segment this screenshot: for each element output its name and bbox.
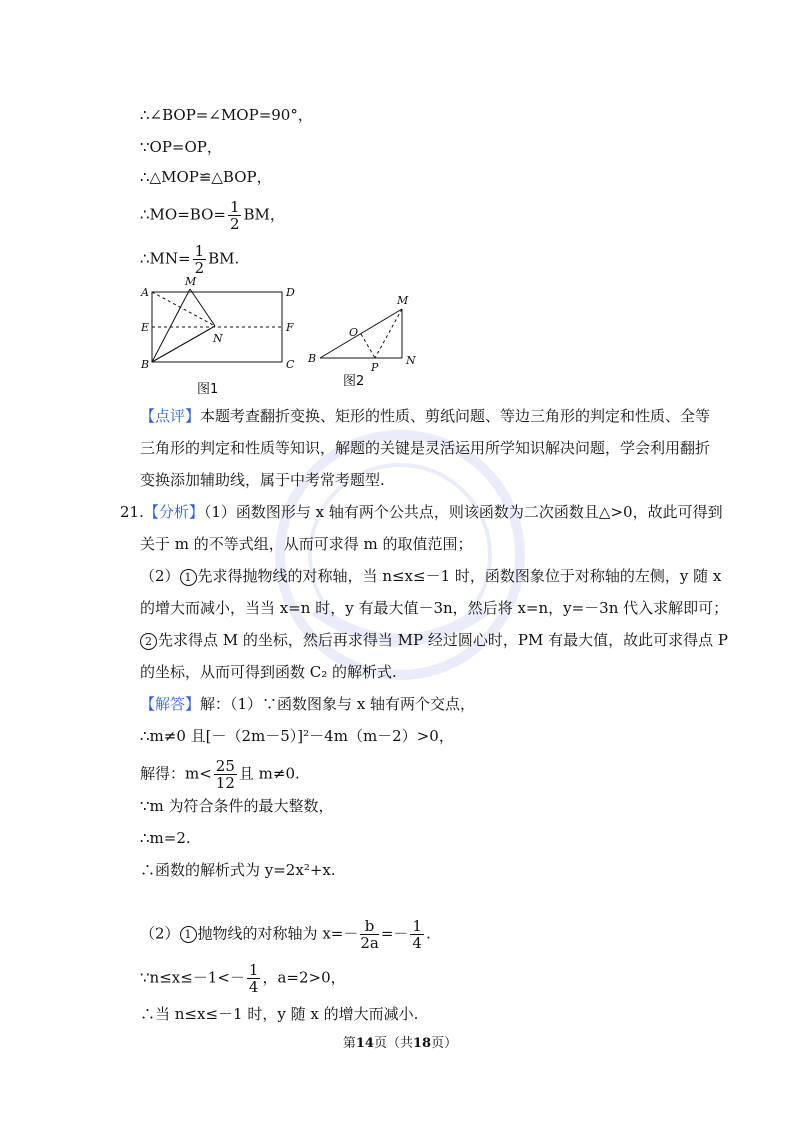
- label-e: E: [141, 321, 150, 334]
- fraction-denominator: 4: [412, 934, 422, 952]
- fraction-one-half: [228, 199, 242, 232]
- footer-total-pages: 18: [413, 1036, 432, 1051]
- answer-text-8b: ，a=2>0，: [262, 968, 346, 987]
- comment-line-2: 三角形的判定和性质等知识，解题的关键是灵活运用所学知识解决问题，学会利用翻折: [140, 439, 711, 457]
- answer-text-7c: .: [425, 924, 431, 943]
- figure-1-caption: 图1: [197, 382, 219, 397]
- label-o-2: O: [349, 326, 359, 339]
- fraction-numerator: 1: [229, 198, 240, 216]
- fraction-25-12: [214, 758, 237, 791]
- fraction-numerator: 1: [412, 917, 422, 935]
- figure-2: [320, 309, 402, 358]
- figure-2-caption: 图2: [343, 374, 365, 389]
- comment-line-3: 变换添加辅助线，属于中考常考题型.: [140, 471, 385, 489]
- answer-text-3a: 解得：m<: [140, 764, 212, 783]
- q21-analysis-line-5: [140, 630, 728, 650]
- q21-answer-line-6: ∴函数的解析式为 y=2x²+x.: [140, 861, 336, 879]
- proof-line-5: [140, 243, 239, 276]
- analysis-text-1: （1）函数图形与 x 轴有两个公共点，则该函数为二次函数且△>0，故此可得到: [203, 503, 723, 521]
- proof-line-5-b: BM.: [208, 249, 240, 268]
- fraction-denominator: 2: [194, 259, 205, 277]
- answer-part-2: （2）: [140, 924, 180, 943]
- label-b-2: B: [308, 352, 317, 365]
- fraction-numerator: 1: [248, 961, 259, 979]
- proof-line-3: ∴△MOP≌△BOP，: [140, 168, 272, 186]
- comment-text-1: 本题考查翻折变换、矩形的性质、剪纸问题、等边三角形的判定和性质、全等: [200, 407, 711, 425]
- q21-answer-line-1: [140, 694, 475, 714]
- fraction-denominator: 2a: [360, 934, 379, 952]
- q21-answer-line-2: ∴m≠0 且[－（2m－5）]²－4m（m－2）>0，: [140, 727, 454, 745]
- q21-answer-line-8: [140, 962, 346, 995]
- proof-line-1: ∴∠BOP=∠MOP=90°，: [140, 106, 313, 124]
- answer-text-3b: 且 m≠0.: [238, 764, 300, 783]
- fraction-denominator: 2: [229, 215, 240, 233]
- q21-number: 21.: [120, 503, 144, 521]
- answer-text-8a: ∵n≤x≤－1<－: [140, 968, 245, 987]
- label-d: D: [286, 286, 295, 299]
- proof-line-5-a: ∴MN=: [140, 249, 191, 268]
- proof-line-2: ∵OP=OP，: [140, 138, 222, 156]
- proof-line-4-a: ∴MO=BO=: [140, 205, 226, 224]
- comment-tag: 【点评】: [140, 407, 201, 425]
- fraction-denominator: 4: [248, 978, 259, 996]
- label-f: F: [286, 321, 294, 334]
- q21-answer-line-9: ∴当 n≤x≤－1 时，y 随 x 的增大而减小.: [140, 1005, 419, 1023]
- label-b: B: [141, 358, 150, 371]
- circled-number-1-b: 1: [180, 926, 197, 943]
- circled-number-2: 2: [140, 633, 157, 650]
- fraction-1-4: [410, 918, 424, 951]
- proof-line-4-b: BM，: [243, 205, 285, 224]
- label-m: M: [185, 275, 197, 288]
- q21-answer-line-7: [140, 918, 431, 951]
- footer-post: 页）: [431, 1036, 458, 1051]
- answer-tag: 【解答】: [140, 695, 201, 713]
- q21-answer-line-5: ∴m=2.: [140, 829, 191, 847]
- dashed-op: [361, 334, 375, 358]
- label-a: A: [141, 286, 149, 299]
- q21-analysis-line-6: 的坐标，从而可得到函数 C₂ 的解析式.: [140, 663, 397, 681]
- fraction-one-half-2: [193, 243, 207, 276]
- fraction-numerator: 25: [215, 757, 235, 775]
- q21-answer-line-3: [140, 758, 300, 791]
- label-n-2: N: [406, 354, 416, 367]
- fraction-b-2a: [360, 918, 379, 951]
- segment-bm-2: [320, 309, 402, 358]
- analysis-text-3: 先求得抛物线的对称轴，当 n≤x≤－1 时，函数图象位于对称轴的左侧，y 随 x: [197, 567, 722, 585]
- page-footer: [0, 1032, 800, 1051]
- q21-analysis-line-2: 关于 m 的不等式组，从而可求得 m 的取值范围；: [140, 535, 473, 553]
- answer-text-7a: 抛物线的对称轴为 x=－: [197, 924, 359, 943]
- proof-line-4: [140, 199, 285, 232]
- label-n: N: [213, 332, 223, 345]
- label-c: C: [286, 358, 295, 371]
- circled-number-1: 1: [180, 569, 197, 586]
- footer-pre: 第: [342, 1036, 356, 1051]
- figure-1: [152, 289, 282, 362]
- analysis-tag: 【分析】: [143, 503, 204, 521]
- analysis-part-2: （2）: [140, 567, 180, 585]
- dashed-an: [152, 292, 215, 326]
- fraction-numerator: 1: [194, 242, 205, 260]
- segment-mn: [190, 289, 215, 326]
- answer-text-1: 解：（1）∵函数图象与 x 轴有两个交点，: [200, 695, 476, 713]
- footer-mid: 页（共: [373, 1036, 413, 1051]
- geometry-figures: [135, 274, 435, 404]
- label-m-2: M: [397, 294, 409, 307]
- q21-analysis-line-3: [140, 566, 721, 586]
- fraction-1-4-b: [247, 962, 261, 995]
- q21-analysis-line-4: 的增大而减小，当当 x=n 时，y 有最大值－3n，然后将 x=n，y=－3n 代入求解即可；: [140, 599, 729, 617]
- answer-text-7b: =－: [380, 924, 409, 943]
- fraction-denominator: 12: [215, 774, 235, 792]
- footer-page-number: 14: [355, 1036, 374, 1051]
- analysis-text-5: 先求得点 M 的坐标，然后再求得当 MP 经过圆心时，PM 有最大值，故此可求得点 P: [158, 631, 728, 649]
- comment-line-1: [140, 406, 710, 426]
- q21-analysis-line-1: [120, 502, 723, 522]
- dashed-mp: [375, 309, 402, 358]
- q21-answer-line-4: ∵m 为符合条件的最大整数，: [140, 797, 334, 815]
- fraction-numerator: b: [360, 918, 379, 935]
- label-p-2: P: [371, 361, 379, 374]
